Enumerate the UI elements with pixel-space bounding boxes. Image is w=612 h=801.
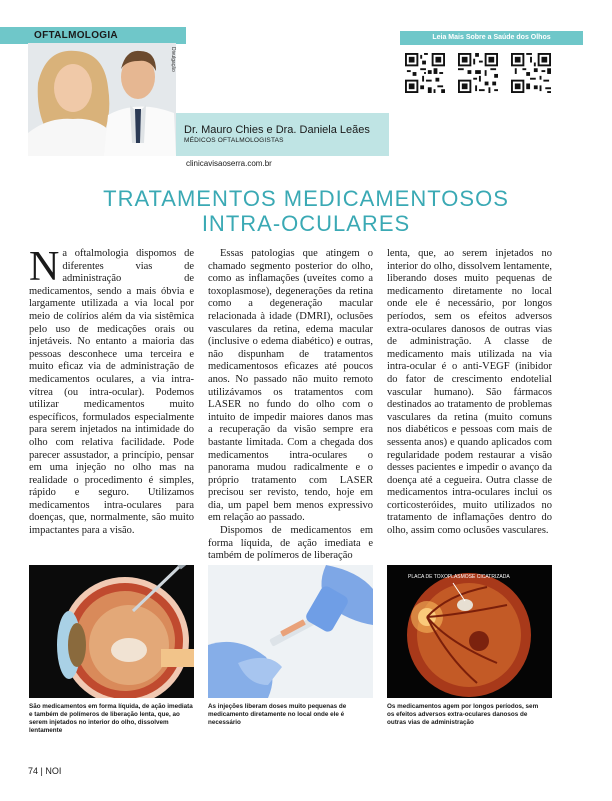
- caption-1: São medicamentos em forma líquida, de ação imediata e também de polímeros de liberação lenta, que, ao serem injetados no interior do olho, dissolvem lentamente: [29, 703, 193, 734]
- paragraph-3-continued: lenta, que, ao serem injetados no interior do olho, dissolvem lentamente, liberando doses muito pequenas de medicamento diretamente no local onde ele é necessário, por longos períodos, sem os efeitos adversos extra-oculares danosos de outras vias de administração. A classe de medicamento mais utilizada na via intra-ocular é o anti-VEGF (inibidor do fator de crescimento endotelial vascular humano). São fármacos destinados ao tratamento de problemas vasculares da retina (muito comuns nos diabéticos e pessoas com mais de sessenta anos) e quando aplicados com regularidade podem restaurar a visão desses pacientes e impedir o avanço da doença até a cegueira. Outra classe de medicamentos intra-oculares inclui os corticosteróides, muito utilizados no tratamento de inflamações dentro do olho, assim como oclusões vasculares.: [387, 248, 552, 537]
- dropcap: N: [29, 244, 60, 290]
- clinic-website-link[interactable]: clinicavisaoserra.com.br: [186, 159, 272, 168]
- footer-separator: |: [40, 766, 43, 776]
- article-title-line-2: INTRA-OCULARES: [201, 211, 411, 236]
- page-number: 74: [28, 766, 39, 776]
- doctors-name: Dr. Mauro Chies e Dra. Daniela Leães: [184, 124, 370, 136]
- article-column-1: [29, 244, 194, 538]
- article-column-2: [208, 248, 373, 563]
- eye-injection-illustration: [29, 565, 194, 698]
- paragraph-2: Essas patologias que atingem o chamado segmento posterior do olho, como as inflamações (uveítes como a toxoplasmose), degenerações da retina como a degeneração macular relacionada à idade (DMRI), oclusões vasculares da retina, edema macular (inclusive o edema diabético) e outras, não dispunham de tratamentos medicamentosos eficazes até poucos anos. No passado não muito remoto utilizávamos os tratamentos com LASER no fundo do olho com o intuito de impedir maiores danos mas a recuperação da visão sempre era bastante limitada. Com a chegada dos medicamentos intra-oculares o panorama mudou radicalmente e o próprio tratamento com LASER precisou ser revisto, tendo, hoje em dia, um papel bem menos expressivo em relação ao passado.: [208, 248, 373, 524]
- qr-code-2[interactable]: [458, 53, 498, 93]
- page-footer: [28, 766, 61, 776]
- retina-scan-photo: [387, 565, 552, 698]
- qr-code-1[interactable]: [405, 53, 445, 93]
- doctors-specialty: MÉDICOS OFTALMOLOGISTAS: [184, 137, 284, 144]
- qr-code-3[interactable]: [511, 53, 551, 93]
- paragraph-3: Dispomos de medicamentos em forma líquida, de ação imediata e também de polímeros de liberação: [208, 525, 373, 562]
- section-label: OFTALMOLOGIA: [34, 30, 118, 41]
- caption-2: As injeções liberam doses muito pequenas de medicamento diretamente no local onde ele é necessário: [208, 703, 347, 726]
- paragraph-1: Na oftalmologia dispomos de diferentes vias de administração de medicamentos, sendo a mais óbvia e largamente utilizada a via local por meio de colírios além da via sistêmica pelo uso de medicações orais ou injetáveis. No entanto a maioria das pessoas desconhece uma terceira e muito eficaz via de administração de medicamentos oculares, a via intra-vítrea (ou intra-ocular). Podemos utilizar medicamentos muito específicos, formulados especialmente para serem injetados na intimidade do olho com relativa facilidade. Pode parecer assustador, a princípio, pensar em uma injeção no olho mas na realidade o procedimento é simples, rápido e seguro. Utilizamos medicamentos intra-oculares para doenças, que, normalmente, são muito impactantes para a visão.: [29, 244, 194, 537]
- doctors-photo: [28, 43, 176, 156]
- retina-annotation-label: PLACA DE TOXOPLASMOSE CICATRIZADA: [408, 574, 510, 580]
- caption-3: Os medicamentos agem por longos períodos, sem os efeitos adversos extra-oculares danosos de outras vias de administração: [387, 703, 539, 726]
- qr-banner: Leia Mais Sobre a Saúde dos Olhos: [400, 31, 583, 45]
- article-title-line-1: TRATAMENTOS MEDICAMENTOSOS: [103, 186, 509, 211]
- article-column-3: [387, 248, 552, 538]
- magazine-name: NOI: [45, 766, 62, 776]
- injection-syringe-photo: [208, 565, 373, 698]
- photo-credit: Divulgação: [170, 47, 176, 72]
- paragraph-2-start-column: [29, 528, 194, 542]
